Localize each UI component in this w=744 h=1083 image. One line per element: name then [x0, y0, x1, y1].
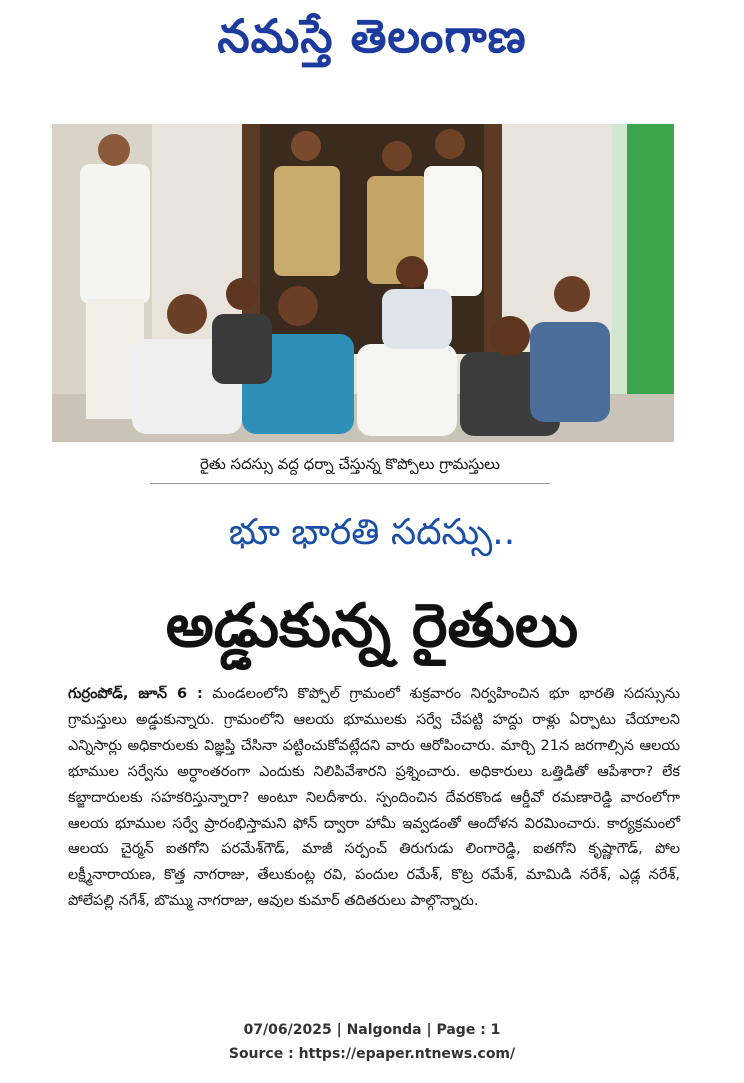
masthead-title: నమస్తే తెలంగాణ	[217, 9, 527, 63]
article-dateline: గుర్రంపోడ్, జూన్ 6 :	[68, 686, 203, 702]
article-headline: అడ్డుకున్న రైతులు	[165, 591, 579, 661]
article-text: మండలంలోని కొప్పోల్ గ్రామంలో శుక్రవారం నిర్వహించిన భూ భారతి సదస్సును గ్రామస్తులు అడ్డుకున్నారు. గ్రామంలోని ఆలయ భూములకు సర్వే చేపట్టి హద్దు రాళ్లు ఏర్పాటు చేయాలని ఎన్నిసార్లు అధికారులకు విజ్ఞప్తి చేసినా పట్టించుకోవట్లేదని వారు ఆరోపించారు. మార్చి 21న జరగాల్సిన ఆలయ భూముల సర్వేను అర్ధాంతరంగా ఎందుకు నిలిపివేశారని ప్రశ్నించారు. అధికారులు ఒత్తిడితో ఆపేశారా? లేక కబ్జాదారులకు సహకరిస్తున్నారా? అంటూ నిలదీశారు. స్పందించిన దేవరకొండ ఆర్డీవో రమణారెడ్డి వారంలోగా ఆలయ భూముల సర్వే ప్రారంభిస్తామని ఫోన్ ద్వారా హామీ ఇవ్వడంతో ఆందోళన విరమించారు. కార్యక్రమంలో ఆలయ చైర్మన్ ఐతగోని పరమేశ్‌గౌడ్, మాజీ సర్పంచ్ తిరుగుడు లింగారెడ్డి, ఐతగోని కృష్ణాగౌడ్, పోల లక్ష్మీనారాయణ, కొత్త నాగరాజు, తేలుకుంట్ల రవి, పందుల రమేశ్, కొట్ర రమేశ్, మామిడి నరేశ్, ఎడ్ల నరేశ్, పోలేపల్లి నగేశ్, బొమ్ము నాగరాజు, ఆవుల కుమార్ తదితరులు పాల్గొన్నారు.	[68, 686, 680, 910]
source-line: Source : https://epaper.ntnews.com/	[228, 1046, 516, 1062]
article-subheadline: భూ భారతి సదస్సు..	[228, 512, 516, 553]
photo-caption: రైతు సదస్సు వద్ద ధర్నా చేస్తున్న కొప్పోలు గ్రామస్తులు	[200, 455, 500, 473]
edition-line: 07/06/2025 | Nalgonda | Page : 1	[243, 1022, 501, 1038]
page-footer	[0, 1018, 744, 1066]
article-body	[68, 682, 680, 915]
news-photo	[52, 124, 674, 442]
caption-divider	[150, 483, 550, 484]
